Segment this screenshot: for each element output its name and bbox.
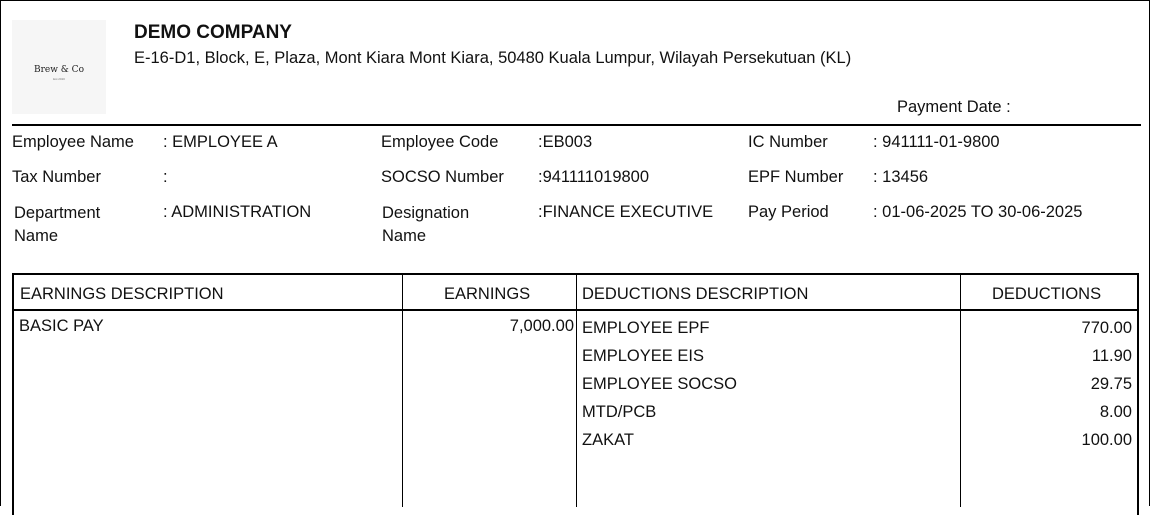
- logo-text: Brew & Co: [34, 65, 84, 75]
- company-address: E-16-D1, Block, E, Plaza, Mont Kiara Mont Kiara, 50480 Kuala Lumpur, Wilayah Persekutuan (KL): [134, 49, 852, 67]
- deduction-description: ZAKAT: [582, 431, 634, 449]
- column-divider: [576, 274, 577, 507]
- column-divider: [402, 274, 403, 507]
- tax-number-label: Tax Number: [12, 168, 101, 186]
- designation-value: :FINANCE EXECUTIVE: [538, 203, 714, 221]
- socso-number-value: :941111019800: [538, 168, 650, 186]
- department-label-line2: Name: [14, 227, 59, 245]
- company-logo: [12, 20, 106, 114]
- deduction-amount: 100.00: [1081, 431, 1132, 449]
- deductions-description-header: DEDUCTIONS DESCRIPTION: [582, 285, 809, 303]
- deduction-amount: 8.00: [1099, 403, 1132, 421]
- deductions-header: DEDUCTIONS: [992, 285, 1102, 303]
- ic-number-value: : 941111-01-9800: [873, 133, 1000, 151]
- department-label-line1: Department: [14, 204, 101, 222]
- designation-label-line1: Designation: [382, 204, 470, 222]
- employee-code-label: Employee Code: [381, 133, 499, 151]
- header-divider: [12, 124, 1141, 126]
- employee-name-value: : EMPLOYEE A: [163, 133, 278, 151]
- socso-number-label: SOCSO Number: [381, 168, 504, 186]
- deduction-description: EMPLOYEE EIS: [582, 347, 704, 365]
- epf-number-value: : 13456: [873, 168, 929, 186]
- designation-label-line2: Name: [382, 227, 427, 245]
- ic-number-label: IC Number: [748, 133, 828, 151]
- payment-date-label: Payment Date :: [897, 98, 1011, 116]
- deduction-amount: 29.75: [1090, 375, 1132, 393]
- earnings-description-header: EARNINGS DESCRIPTION: [20, 285, 224, 303]
- deduction-description: MTD/PCB: [582, 403, 657, 421]
- column-divider: [960, 274, 961, 507]
- employee-code-value: :EB003: [538, 133, 593, 151]
- earnings-header: EARNINGS: [444, 285, 531, 303]
- epf-number-label: EPF Number: [748, 168, 844, 186]
- tax-number-value: :: [163, 168, 168, 186]
- deduction-description: EMPLOYEE EPF: [582, 319, 710, 337]
- deduction-amount: 770.00: [1081, 319, 1132, 337]
- employee-name-label: Employee Name: [12, 133, 134, 151]
- deduction-amount: 11.90: [1091, 347, 1132, 365]
- pay-period-label: Pay Period: [748, 203, 829, 221]
- pay-period-value: : 01-06-2025 TO 30-06-2025: [873, 203, 1083, 221]
- department-value: : ADMINISTRATION: [163, 203, 312, 221]
- company-name: DEMO COMPANY: [134, 22, 292, 43]
- logo-subtext: Est 2020: [53, 77, 65, 81]
- deduction-description: EMPLOYEE SOCSO: [582, 375, 737, 393]
- earning-description: BASIC PAY: [19, 317, 104, 335]
- earning-amount: 7,000.00: [509, 317, 574, 335]
- table-header-divider: [12, 309, 1137, 311]
